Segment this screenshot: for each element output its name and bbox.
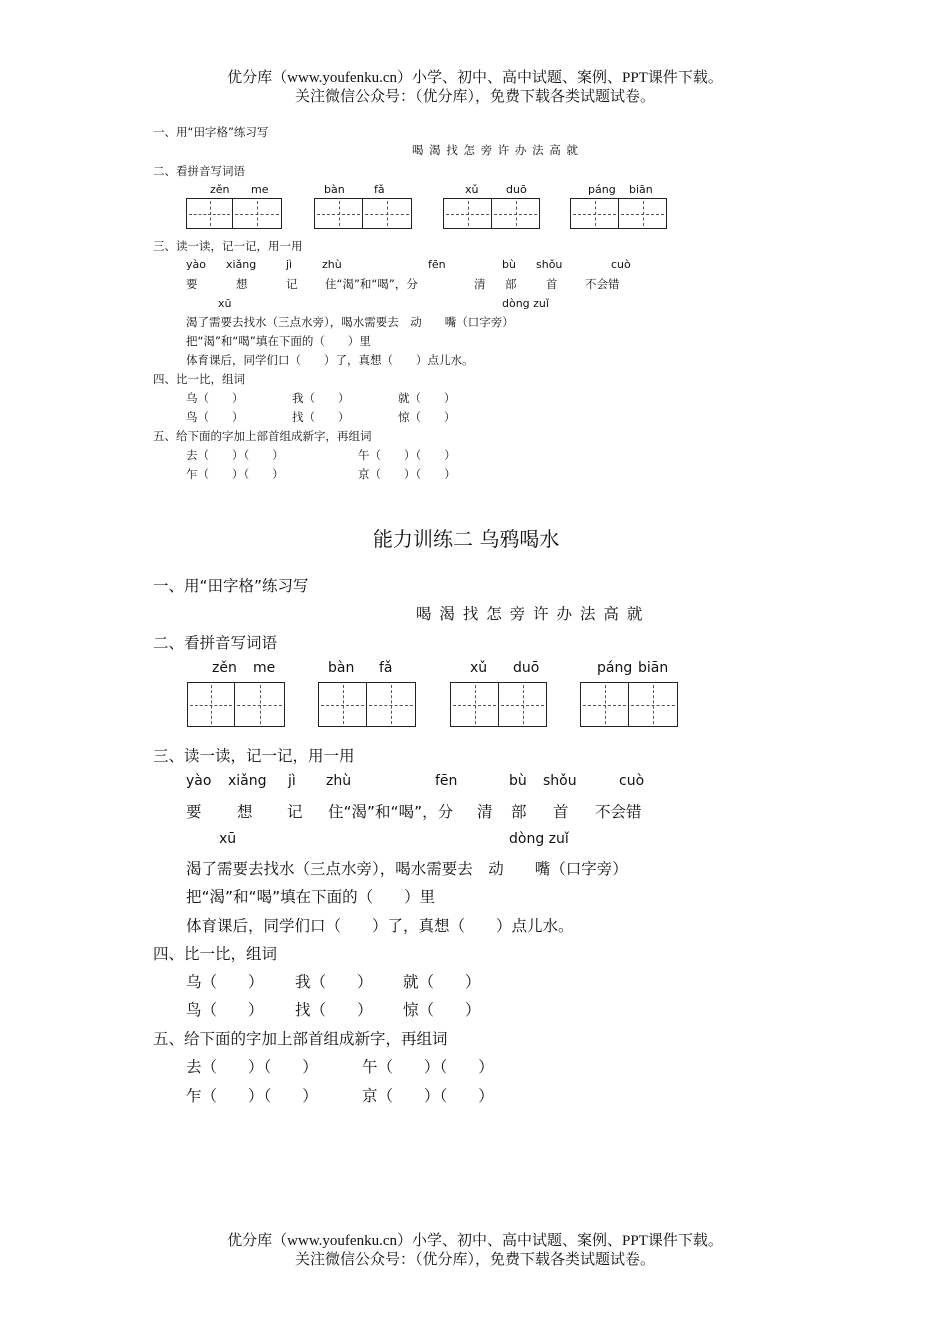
q5-label: 五、给下面的字加上部首组成新字，再组词: [153, 1030, 448, 1048]
q3-pinyin: jì: [286, 258, 293, 271]
q2-pinyin-2a: bàn: [328, 660, 355, 676]
tianzige-grid: [580, 682, 678, 727]
q3-pinyin: bù: [502, 258, 516, 271]
q2-pinyin-2b: fǎ: [379, 660, 393, 676]
q3-pinyin: xiǎng: [226, 258, 257, 271]
q4-item: 乌（ ）: [186, 391, 244, 405]
q2-pinyin-4a: páng: [597, 660, 633, 676]
q3-line-3: 把“渴”和“喝”填在下面的（ ）里: [186, 334, 371, 348]
q2-label: 二、看拼音写词语: [153, 634, 278, 652]
q3-pinyin: yào: [186, 258, 206, 271]
tianzige-grid: [318, 682, 416, 727]
q4-item: 惊（ ）: [398, 410, 456, 424]
q5-item: 京（ ）（ ）: [358, 467, 456, 481]
q2-pinyin-1a: zěn: [212, 660, 237, 676]
q3-word: 住“渴”和“喝”，分: [328, 803, 454, 821]
q3-word: 要: [186, 277, 198, 291]
q2-pinyin-3b: duō: [513, 660, 540, 676]
q5-item: 去（ ）（ ）: [186, 1058, 318, 1076]
q5-item: 午（ ）（ ）: [358, 448, 456, 462]
q3-pinyin: bù: [509, 773, 527, 789]
q3-word: 首: [553, 803, 569, 821]
q3-word: 住“渴”和“喝”，分: [325, 277, 418, 291]
q4-item: 找（ ）: [292, 410, 350, 424]
q5-item: 乍（ ）（ ）: [186, 467, 284, 481]
q3-pinyin-xu: xū: [218, 297, 232, 310]
tianzige-grid: [186, 198, 282, 229]
q3-line-2: 渴了需要去找水（三点水旁），喝水需要去 动 嘴（口字旁）: [186, 315, 514, 329]
q3-word: 想: [236, 277, 248, 291]
q3-label: 三、读一读，记一记，用一用: [153, 747, 355, 765]
q2-pinyin-1a: zěn: [210, 183, 230, 196]
q4-item: 就（ ）: [403, 973, 481, 991]
q3-word: 部: [505, 277, 517, 291]
q2-pinyin-3b: duō: [506, 183, 527, 196]
q5-item: 京（ ）（ ）: [362, 1087, 494, 1105]
q3-pinyin: shǒu: [543, 773, 577, 789]
q2-pinyin-4a: páng: [588, 183, 616, 196]
header-line-2: 关注微信公众号：（优分库），免费下载各类试题试卷。: [294, 89, 655, 105]
q3-pinyin: fēn: [435, 773, 458, 789]
footer-line-1: 优分库（www.youfenku.cn）小学、初中、高中试题、案例、PPT课件下载。: [227, 1233, 723, 1249]
q3-line-4: 体育课后，同学们口（ ）了，真想（ ）点儿水。: [186, 917, 574, 935]
q3-line-4: 体育课后，同学们口（ ）了，真想（ ）点儿水。: [186, 353, 474, 367]
q2-pinyin-2b: fǎ: [374, 183, 385, 196]
q3-line-2: 渴了需要去找水（三点水旁），喝水需要去 动 嘴（口字旁）: [186, 860, 628, 878]
q3-pinyin: fēn: [428, 258, 446, 271]
footer-line-2: 关注微信公众号：（优分库），免费下载各类试题试卷。: [294, 1252, 655, 1268]
q5-item: 午（ ）（ ）: [362, 1058, 494, 1076]
q3-pinyin: yào: [186, 773, 212, 789]
q1-label: 一、用“田字格”练习写: [153, 577, 309, 595]
q3-label: 三、读一读，记一记，用一用: [153, 239, 303, 253]
q3-word: 要: [186, 803, 202, 821]
q3-pinyin: shǒu: [536, 258, 563, 271]
q2-pinyin-1b: me: [253, 660, 276, 676]
q3-word: 想: [237, 803, 253, 821]
q3-pinyin: zhù: [326, 773, 352, 789]
q2-pinyin-3a: xǔ: [470, 660, 488, 676]
q4-label: 四、比一比，组词: [153, 372, 245, 386]
q2-pinyin-4b: biān: [629, 183, 653, 196]
q3-pinyin: zhù: [322, 258, 342, 271]
q3-word: 记: [286, 277, 298, 291]
q1-chars: 喝 渴 找 怎 旁 许 办 法 高 就: [416, 605, 644, 623]
q4-item: 就（ ）: [398, 391, 456, 405]
q3-pinyin: xiǎng: [228, 773, 267, 789]
q5-item: 乍（ ）（ ）: [186, 1087, 318, 1105]
q5-label: 五、给下面的字加上部首组成新字，再组词: [153, 429, 372, 443]
q3-word: 清: [474, 277, 486, 291]
q4-item: 鸟（ ）: [186, 410, 244, 424]
q4-item: 我（ ）: [295, 973, 373, 991]
tianzige-grid: [570, 198, 667, 229]
q3-word: 部: [511, 803, 527, 821]
q2-label: 二、看拼音写词语: [153, 164, 245, 178]
q3-pinyin: cuò: [611, 258, 631, 271]
q3-pinyin-dongzui: dòng zuǐ: [502, 297, 549, 310]
q3-pinyin-xu: xū: [219, 831, 237, 847]
q3-word: 不会错: [595, 803, 642, 821]
q4-item: 惊（ ）: [403, 1001, 481, 1019]
q2-pinyin-3a: xǔ: [465, 183, 479, 196]
q3-word: 首: [546, 277, 558, 291]
q5-item: 去（ ）（ ）: [186, 448, 284, 462]
q4-item: 找（ ）: [295, 1001, 373, 1019]
q1-chars: 喝 渴 找 怎 旁 许 办 法 高 就: [412, 143, 579, 157]
tianzige-grid: [443, 198, 540, 229]
q3-word: 清: [477, 803, 493, 821]
tianzige-grid: [450, 682, 547, 727]
q4-item: 我（ ）: [292, 391, 350, 405]
q3-pinyin: jì: [288, 773, 296, 789]
q1-label: 一、用“田字格”练习写: [153, 125, 269, 139]
q4-item: 乌（ ）: [186, 973, 264, 991]
q2-pinyin-1b: me: [251, 183, 269, 196]
q2-pinyin-2a: bàn: [324, 183, 345, 196]
header-line-1: 优分库（www.youfenku.cn）小学、初中、高中试题、案例、PPT课件下载。: [227, 70, 723, 86]
q3-word: 不会错: [585, 277, 620, 291]
tianzige-grid: [187, 682, 285, 727]
tianzige-grid: [314, 198, 412, 229]
q3-line-3: 把“渴”和“喝”填在下面的（ ）里: [186, 888, 436, 906]
q4-label: 四、比一比，组词: [153, 945, 278, 963]
q3-pinyin-dongzui: dòng zuǐ: [509, 831, 569, 847]
q3-pinyin: cuò: [619, 773, 645, 789]
q4-item: 鸟（ ）: [186, 1001, 264, 1019]
q2-pinyin-4b: biān: [638, 660, 669, 676]
q3-word: 记: [287, 803, 303, 821]
page-title: 能力训练二 乌鸦喝水: [373, 527, 560, 551]
